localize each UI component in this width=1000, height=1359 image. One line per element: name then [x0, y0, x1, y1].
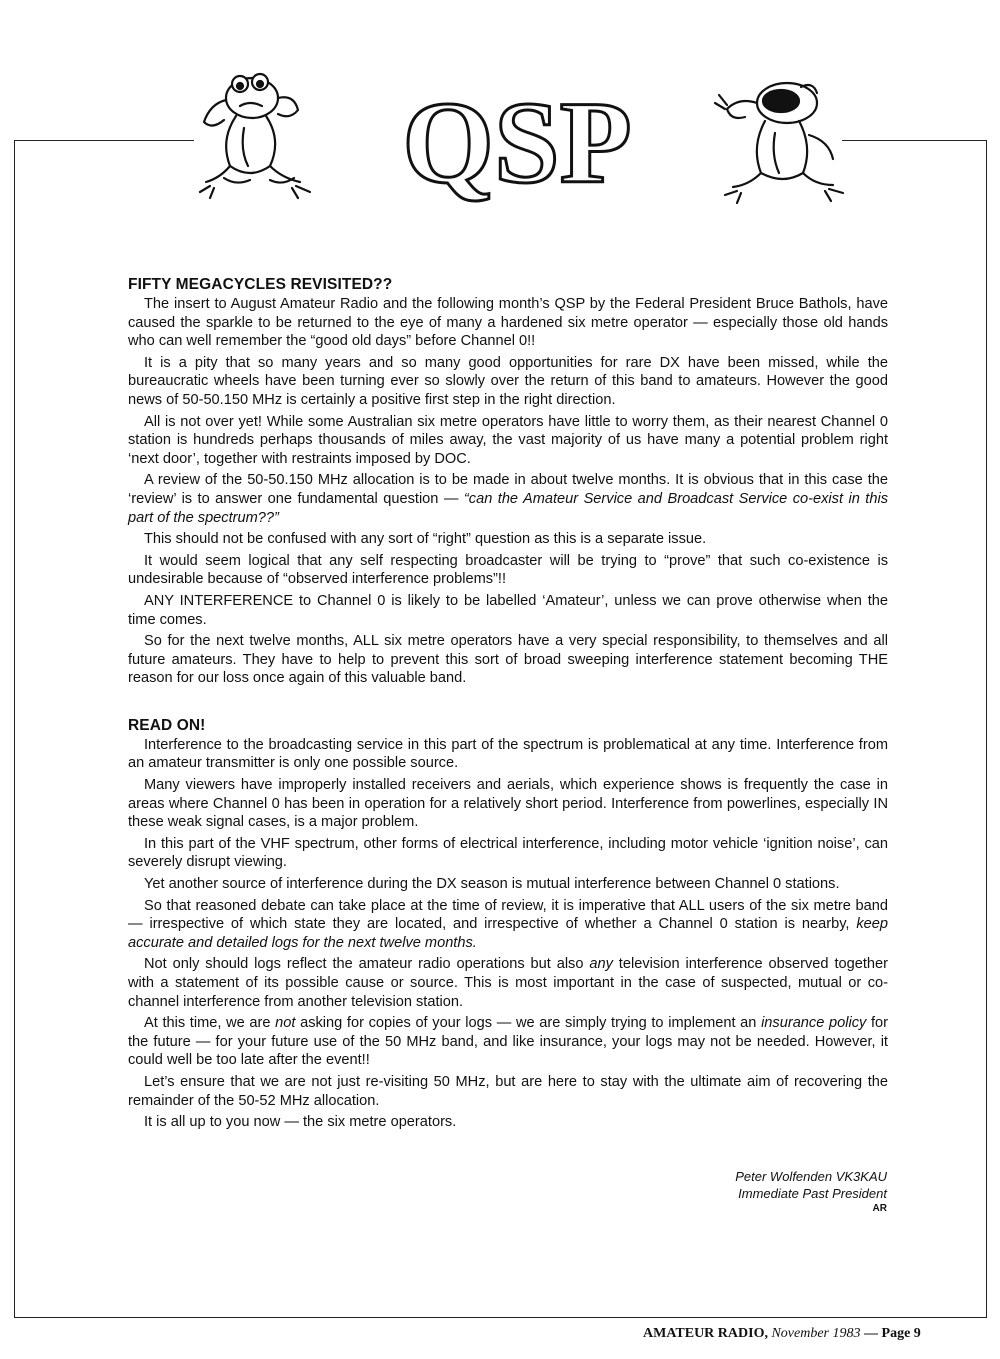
- ar-end-mark: AR: [872, 1203, 887, 1214]
- sunglasses-frog-illustration: [705, 75, 855, 210]
- emphasis-text: keep accurate and detailed logs for the next twelve months.: [128, 916, 888, 951]
- text-run: A review of the 50-50.150 MHz allocation is to be made in about twelve months. It is obvious that in this case the ‘review’ is to answer one fundamental question —: [128, 472, 888, 507]
- page-footer: [643, 1326, 921, 1342]
- paragraph: [128, 897, 888, 953]
- section-gap: [128, 691, 888, 717]
- paragraph: ANY INTERFERENCE to Channel 0 is likely to be labelled ‘Amateur’, unless we can prove otherwise when the time comes.: [128, 592, 888, 628]
- emphasis-text: any: [589, 956, 613, 973]
- text-run: for the future — for your future use of the 50 MHz band, and like insurance, your logs may not be needed. However, it could well be too late after the event!!: [128, 1015, 888, 1069]
- paragraph: It is a pity that so many years and so many good opportunities for rare DX have been missed, while the bureaucratic wheels have been turning ever so slowly over the return of this band to amateurs. However the good news of 50-50.150 MHz is certainly a positive first step in the right direction.: [128, 354, 888, 408]
- emphasis-text: “can the Amateur Service and Broadcast Service co-exist in this part of the spectrum??”: [128, 490, 888, 526]
- article-body: [128, 276, 888, 1135]
- qsp-logo: [375, 70, 660, 210]
- text-run: So that reasoned debate can take place at the time of review, it is imperative that ALL users of the six metre band — irrespective of which state they are located, and irrespective of whether a Channel 0 station is nearby,: [128, 897, 888, 933]
- text-run: Not only should logs reflect the amateur radio operations but also: [144, 956, 590, 973]
- frame-line-bottom: [14, 1317, 987, 1318]
- frame-line-left: [14, 140, 15, 1317]
- paragraph: [128, 955, 888, 1011]
- footer-issue: November 1983: [771, 1326, 861, 1341]
- paragraph: It is all up to you now — the six metre operators.: [144, 1114, 457, 1131]
- worried-frog-illustration: [190, 70, 340, 210]
- paragraph: [128, 471, 888, 527]
- qsp-logo-text: QSP: [402, 77, 632, 208]
- heading-fifty-megacycles: FIFTY MEGACYCLES REVISITED??: [128, 276, 393, 293]
- text-run: At this time, we are: [144, 1015, 276, 1032]
- paragraph: Let’s ensure that we are not just re-visiting 50 MHz, but are here to stay with the ultimate aim of recovering the remainder of the 50-52 MHz allocation.: [128, 1073, 888, 1109]
- author-title: Immediate Past President: [738, 1186, 887, 1201]
- author-name: Peter Wolfenden VK3KAU: [735, 1169, 887, 1184]
- paragraph: Yet another source of interference during the DX season is mutual interference between Channel 0 stations.: [144, 876, 840, 893]
- footer-page-number: — Page 9: [864, 1326, 921, 1341]
- text-run: asking for copies of your logs — we are simply trying to implement an: [295, 1015, 762, 1032]
- footer-publication: AMATEUR RADIO,: [643, 1326, 768, 1341]
- emphasis-text: not: [275, 1015, 296, 1032]
- paragraph: The insert to August Amateur Radio and the following month’s QSP by the Federal President Bruce Bathols, have caused the sparkle to be returned to the eye of many a hardened six metre operator — especially those old hands who can well remember the “good old days” before Channel 0!!: [128, 296, 888, 350]
- text-run: television interference observed together with a statement of its possible cause or source. This is most important in the case of suspected, mutual or co-channel interference from another television station.: [128, 956, 888, 1010]
- paragraph: All is not over yet! While some Australian six metre operators have little to worry them, as their nearest Channel 0 station is hundreds perhaps thousands of miles away, the vast majority of us have many a potential problem right ‘next door’, together with restraints imposed by DOC.: [128, 413, 888, 467]
- frame-line-top-right: [842, 140, 987, 141]
- paragraph: In this part of the VHF spectrum, other forms of electrical interference, including motor vehicle ‘ignition noise’, can severely disrupt viewing.: [128, 835, 888, 871]
- paragraph: This should not be confused with any sort of “right” question as this is a separate issue.: [144, 531, 707, 548]
- paragraph: [128, 1014, 888, 1070]
- signature-block: [735, 1168, 887, 1202]
- frame-line-top-left: [14, 140, 194, 141]
- heading-read-on: READ ON!: [128, 716, 206, 734]
- emphasis-text: insurance policy: [761, 1015, 867, 1032]
- paragraph: Many viewers have improperly installed receivers and aerials, which experience shows is frequently the case in areas where Channel 0 has been in operation for a relatively short period. Interference from powerlines, especially IN these weak signal cases, is a major problem.: [128, 777, 888, 831]
- frame-line-right: [986, 140, 987, 1317]
- paragraph: So for the next twelve months, ALL six metre operators have a very special responsibility, to themselves and all future amateurs. They have to help to prevent this sort of broad sweeping interference statement becoming THE reason for our loss once again of this valuable band.: [128, 633, 888, 687]
- paragraph: It would seem logical that any self respecting broadcaster will be trying to “prove” that such co-existence is undesirable because of “observed interference problems”!!: [128, 552, 888, 588]
- paragraph: Interference to the broadcasting service in this part of the spectrum is problematical at any time. Interference from an amateur transmitter is only one possible source.: [128, 736, 888, 772]
